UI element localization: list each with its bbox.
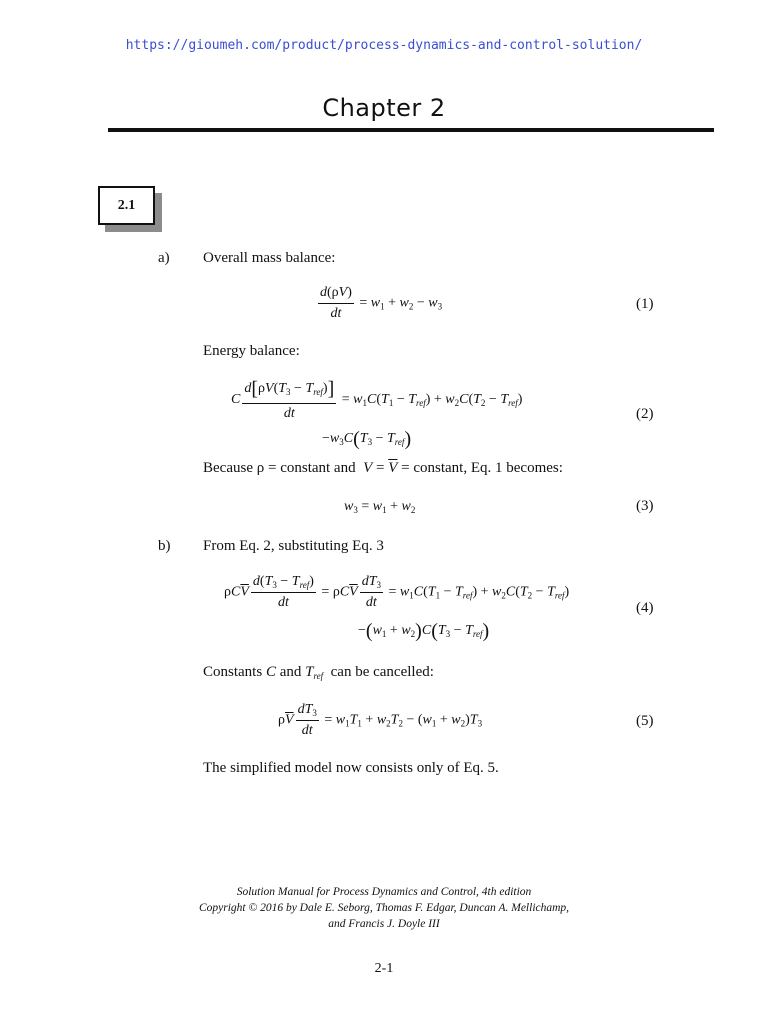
footer-line-2: Copyright © 2016 by Dale E. Seborg, Thomas F. Edgar, Duncan A. Mellichamp,: [198, 902, 570, 914]
constants-text-2: and: [279, 664, 302, 680]
title-rule: [108, 128, 714, 132]
equation-1: $\frac{d(\rho V)}{dt}$ = $w_1 + w_2 - w_3$: [320, 285, 443, 321]
part-a-marker: a): [158, 250, 170, 266]
equation-3-number: (3): [636, 498, 654, 514]
equation-4-line-1: $\rho C\overline{V}$ $\frac{d(T_3 - T_{ref})}{dt}$ = $\rho C\overline{V}$ $\frac{dT_3}{dt}$ = $w_1C(T_1 - T_{ref}) + w_2C(T_2 - T_{ref})$: [224, 574, 570, 610]
constants-text-3: can be cancelled:: [330, 664, 434, 680]
equation-5: $\rho\overline{V}$ $\frac{dT_3}{dt}$ = $w_1T_1 + w_2T_2 - (w_1 + w_2)T_3$: [278, 702, 483, 738]
page-number: 2-1: [374, 961, 394, 976]
constants-sentence: Constants C and $T_{ref}$ can be cancelled:: [203, 664, 434, 681]
conclusion-text: The simplified model now consists only of Eq. 5.: [203, 760, 499, 776]
equation-4-number: (4): [636, 600, 654, 616]
source-url[interactable]: https://gioumeh.com/product/process-dynamics-and-control-solution/: [125, 38, 643, 53]
energy-balance-label: Energy balance:: [203, 343, 300, 359]
chapter-title: Chapter 2: [322, 94, 446, 122]
footer-line-3: and Francis J. Doyle III: [328, 918, 440, 930]
mass-balance-label: Overall mass balance:: [203, 250, 336, 266]
substituting-text: From Eq. 2, substituting Eq. 3: [203, 538, 384, 554]
footer-copyright: [0, 884, 768, 932]
part-b-marker: b): [158, 538, 171, 554]
because-sentence: Because ρ = constant and $V = \overline{V}$ = constant, Eq. 1 becomes:: [203, 460, 563, 476]
equation-2-line-1: C $\frac{d[\rho V(T_3 - T_{ref})]}{dt}$ = $w_1C(T_1 - T_{ref}) + w_2C(T_2 - T_{ref})$: [231, 378, 523, 421]
section-label-box: 2.1: [98, 186, 155, 225]
equation-2-number: (2): [636, 406, 654, 422]
constants-text-1: Constants: [203, 664, 263, 680]
equation-1-number: (1): [636, 296, 654, 312]
equation-4-line-2: $-(w_1 + w_2)C(T_3 - T_{ref})$: [358, 620, 490, 642]
equation-3: $w_3 = w_1 + w_2$: [344, 499, 416, 515]
because-text-2: = constant and: [267, 460, 356, 476]
because-text-1: Because: [203, 460, 253, 476]
equation-2-line-2: $-w_3C(T_3 - T_{ref})$: [322, 428, 412, 450]
footer-line-1: Solution Manual for Process Dynamics and Control, 4th edition: [236, 886, 532, 898]
equation-5-number: (5): [636, 713, 654, 729]
because-text-3: = constant, Eq. 1 becomes:: [401, 460, 563, 476]
